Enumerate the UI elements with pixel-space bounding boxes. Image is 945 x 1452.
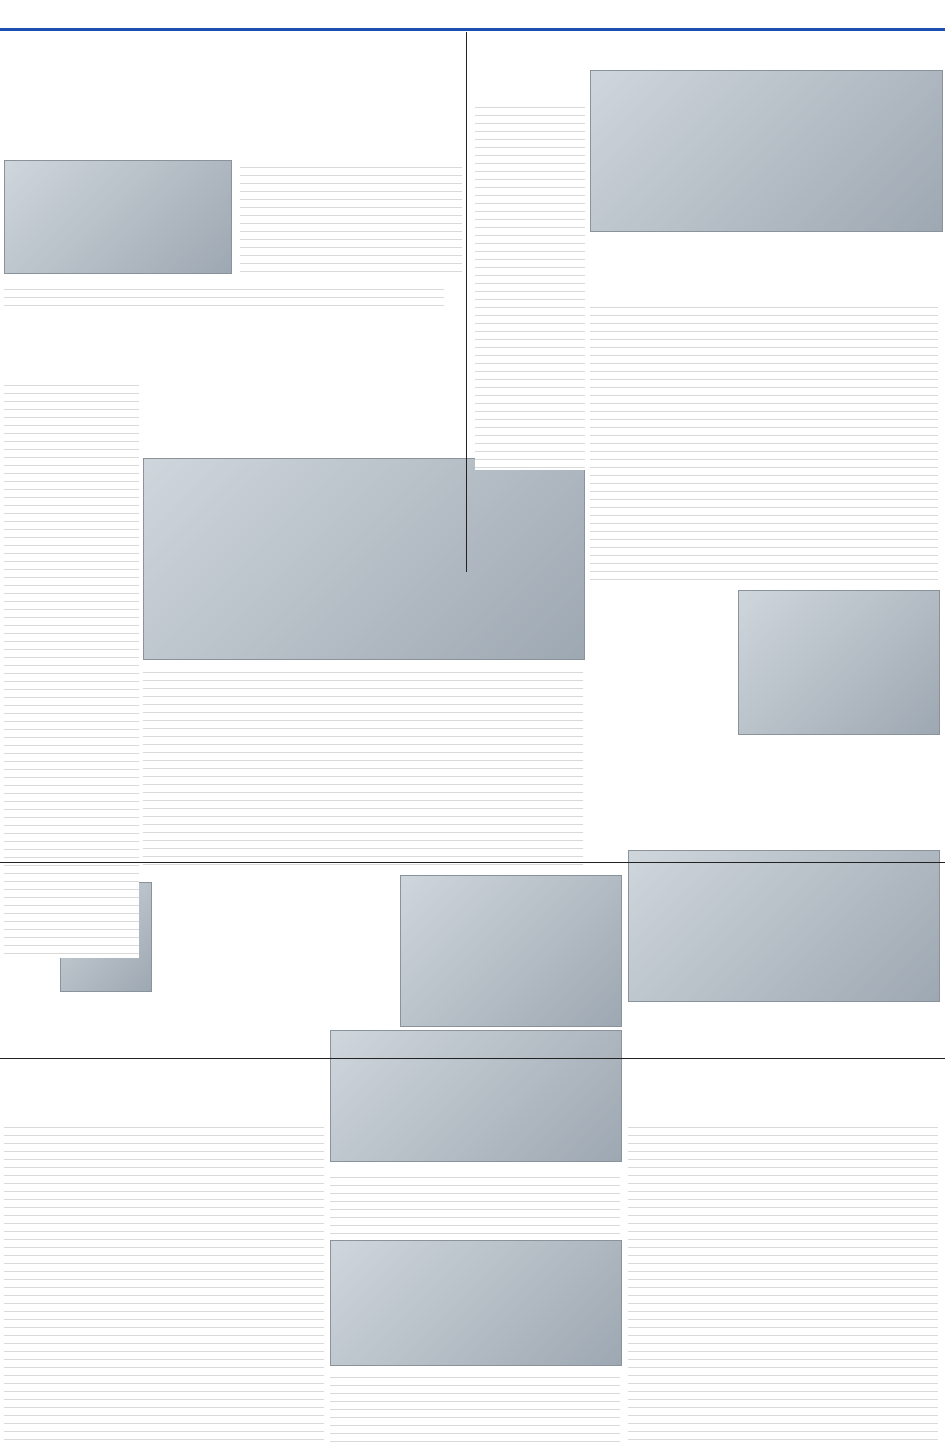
lead-headline bbox=[10, 66, 465, 160]
bank-event-photo bbox=[330, 1240, 622, 1366]
article-body bbox=[475, 100, 585, 470]
festival-ad bbox=[628, 850, 940, 1002]
article-body bbox=[143, 665, 583, 865]
article-body bbox=[240, 160, 462, 272]
ceremony-photo bbox=[738, 590, 940, 735]
article-body bbox=[4, 282, 444, 312]
article-body bbox=[330, 1370, 620, 1445]
section-divider bbox=[0, 1058, 945, 1059]
section-divider bbox=[0, 862, 945, 863]
article-body bbox=[628, 1120, 938, 1440]
article-body bbox=[330, 1170, 620, 1235]
masthead-logo bbox=[4, 2, 84, 24]
crowd-photo bbox=[143, 458, 585, 660]
article-body bbox=[4, 378, 139, 958]
meeting-photo bbox=[330, 1030, 622, 1162]
section-label bbox=[813, 4, 933, 22]
ambulance-photo bbox=[4, 160, 232, 274]
article-body bbox=[4, 1120, 324, 1440]
page-header bbox=[0, 0, 945, 31]
press-meeting-photo bbox=[590, 70, 943, 232]
column-divider bbox=[466, 32, 467, 572]
bicycle-distribution-photo bbox=[400, 875, 622, 1027]
issue-date bbox=[300, 6, 640, 20]
article-body bbox=[590, 300, 938, 580]
